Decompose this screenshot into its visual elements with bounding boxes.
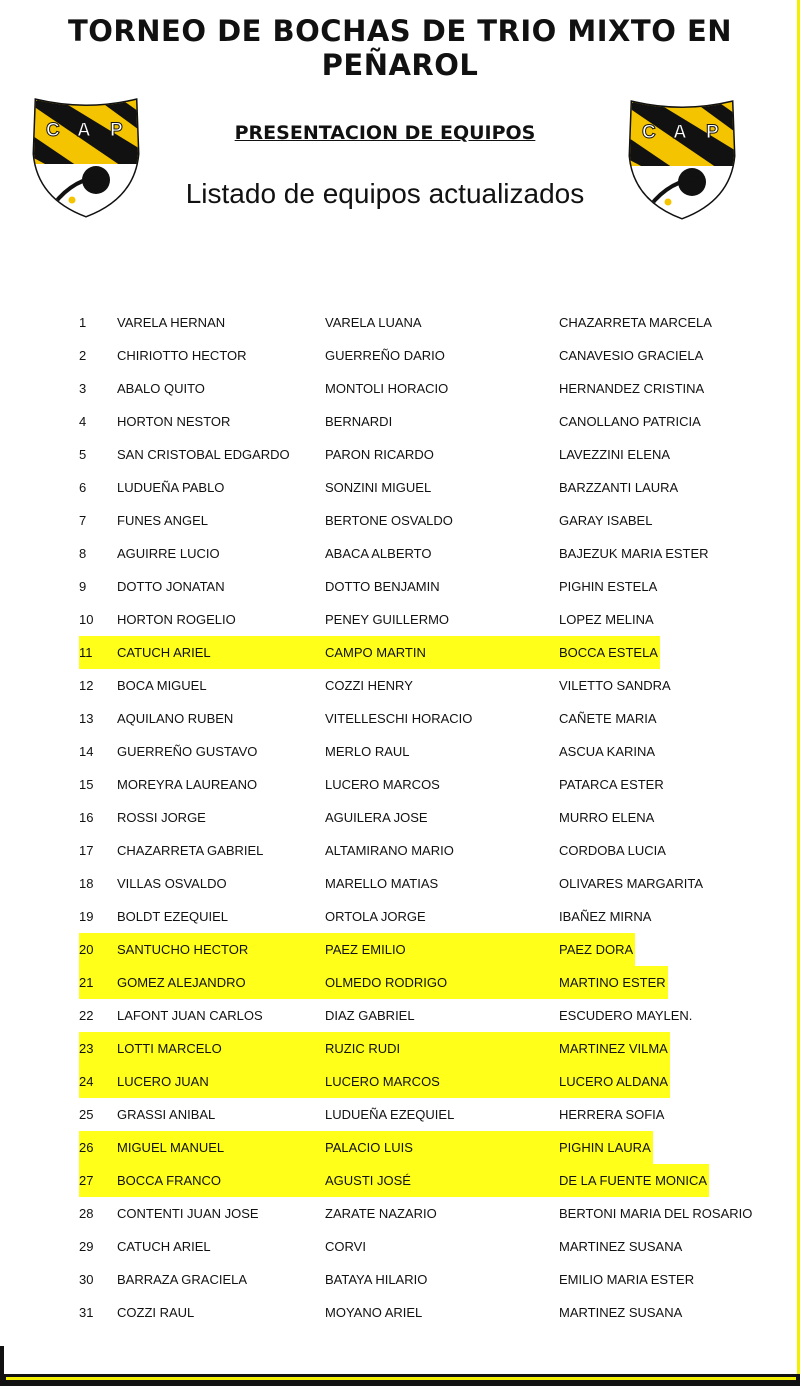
player-2: MONTOLI HORACIO — [325, 381, 449, 396]
team-row — [0, 603, 800, 636]
team-number: 7 — [79, 513, 87, 528]
player-1: DOTTO JONATAN — [117, 579, 225, 594]
player-3: LUCERO ALDANA — [559, 1074, 669, 1089]
player-3: PIGHIN ESTELA — [559, 579, 658, 594]
logo-letter-c: C — [642, 122, 656, 143]
player-2: MOYANO ARIEL — [325, 1305, 423, 1320]
player-1: VILLAS OSVALDO — [117, 876, 227, 891]
team-row — [0, 1131, 800, 1164]
team-number: 10 — [79, 612, 94, 627]
player-3: PIGHIN LAURA — [559, 1140, 651, 1155]
player-2: PAEZ EMILIO — [325, 942, 406, 957]
player-3: CORDOBA LUCIA — [559, 843, 666, 858]
team-row — [0, 1263, 800, 1296]
team-row — [0, 1164, 800, 1197]
team-number: 2 — [79, 348, 87, 363]
team-number: 15 — [79, 777, 94, 792]
team-row — [0, 339, 800, 372]
team-number: 29 — [79, 1239, 94, 1254]
frame-bottom-accent — [6, 1377, 796, 1380]
team-number: 11 — [79, 645, 93, 660]
player-3: IBAÑEZ MIRNA — [559, 909, 652, 924]
player-3: MARTINEZ SUSANA — [559, 1305, 683, 1320]
player-3: MARTINEZ SUSANA — [559, 1239, 683, 1254]
player-2: LUCERO MARCOS — [325, 1074, 440, 1089]
team-number: 21 — [79, 975, 94, 990]
team-number: 23 — [79, 1041, 94, 1056]
team-row — [0, 471, 800, 504]
player-2: CORVI — [325, 1239, 366, 1254]
club-shield-logo-right — [626, 96, 738, 222]
player-2: BERTONE OSVALDO — [325, 513, 453, 528]
player-2: BATAYA HILARIO — [325, 1272, 428, 1287]
team-row — [0, 372, 800, 405]
team-number: 9 — [79, 579, 87, 594]
team-number: 13 — [79, 711, 94, 726]
team-number: 22 — [79, 1008, 94, 1023]
team-row — [0, 1032, 800, 1065]
team-row — [0, 405, 800, 438]
player-1: GOMEZ ALEJANDRO — [117, 975, 246, 990]
player-3: MARTINO ESTER — [559, 975, 666, 990]
player-3: MARTINEZ VILMA — [559, 1041, 668, 1056]
frame-left-corner — [0, 1346, 4, 1386]
logo-letter-c: C — [46, 120, 60, 141]
team-row — [0, 636, 800, 669]
player-2: GUERREÑO DARIO — [325, 348, 445, 363]
player-1: FUNES ANGEL — [117, 513, 209, 528]
player-1: CATUCH ARIEL — [117, 1239, 211, 1254]
logo-letter-p: P — [110, 120, 123, 141]
team-number: 4 — [79, 414, 87, 429]
player-3: PATARCA ESTER — [559, 777, 664, 792]
player-3: BAJEZUK MARIA ESTER — [559, 546, 709, 561]
player-2: ALTAMIRANO MARIO — [325, 843, 454, 858]
team-number: 5 — [79, 447, 87, 462]
team-row — [0, 966, 800, 999]
team-number: 14 — [79, 744, 94, 759]
player-1: GUERREÑO GUSTAVO — [117, 744, 258, 759]
player-3: ESCUDERO MAYLEN. — [559, 1008, 693, 1023]
player-3: HERRERA SOFIA — [559, 1107, 665, 1122]
player-3: PAEZ DORA — [559, 942, 634, 957]
player-3: ASCUA KARINA — [559, 744, 656, 759]
player-1: VARELA HERNAN — [117, 315, 226, 330]
team-row — [0, 504, 800, 537]
team-number: 28 — [79, 1206, 94, 1221]
logo-letter-a: A — [77, 120, 91, 141]
player-1: GRASSI ANIBAL — [117, 1107, 216, 1122]
player-1: CATUCH ARIEL — [117, 645, 211, 660]
player-3: VILETTO SANDRA — [559, 678, 671, 693]
logo-letter-p: P — [706, 122, 719, 143]
player-1: LUDUEÑA PABLO — [117, 480, 225, 495]
club-shield-logo-left — [30, 94, 142, 220]
player-3: MURRO ELENA — [559, 810, 655, 825]
section-subtitle: PRESENTACION DE EQUIPOS — [234, 122, 536, 144]
player-1: BOCA MIGUEL — [117, 678, 207, 693]
player-3: OLIVARES MARGARITA — [559, 876, 703, 891]
team-row — [0, 306, 800, 339]
team-number: 30 — [79, 1272, 94, 1287]
team-row — [0, 438, 800, 471]
player-2: PALACIO LUIS — [325, 1140, 413, 1155]
player-3: BARZZANTI LAURA — [559, 480, 679, 495]
frame-bottom-border — [0, 1374, 800, 1386]
player-3: CANOLLANO PATRICIA — [559, 414, 701, 429]
player-2: MERLO RAUL — [325, 744, 410, 759]
team-row — [0, 933, 800, 966]
player-2: COZZI HENRY — [325, 678, 413, 693]
player-1: AGUIRRE LUCIO — [117, 546, 220, 561]
player-2: CAMPO MARTIN — [325, 645, 426, 660]
team-number: 3 — [79, 381, 87, 396]
player-2: LUCERO MARCOS — [325, 777, 440, 792]
player-1: BOCCA FRANCO — [117, 1173, 222, 1188]
player-2: ZARATE NAZARIO — [325, 1206, 437, 1221]
player-1: AQUILANO RUBEN — [117, 711, 234, 726]
team-row — [0, 1065, 800, 1098]
team-number: 6 — [79, 480, 87, 495]
player-1: CHIRIOTTO HECTOR — [117, 348, 247, 363]
player-1: SAN CRISTOBAL EDGARDO — [117, 447, 290, 462]
player-1: BARRAZA GRACIELA — [117, 1272, 248, 1287]
team-row — [0, 768, 800, 801]
team-row — [0, 867, 800, 900]
player-2: AGUILERA JOSE — [325, 810, 428, 825]
player-2: MARELLO MATIAS — [325, 876, 439, 891]
team-number: 18 — [79, 876, 94, 891]
player-3: LOPEZ MELINA — [559, 612, 654, 627]
player-1: MOREYRA LAUREANO — [117, 777, 258, 792]
page-title: TORNEO DE BOCHAS DE TRIO MIXTO EN PEÑAROL — [67, 14, 733, 82]
player-2: ABACA ALBERTO — [325, 546, 432, 561]
team-row — [0, 570, 800, 603]
player-2: PENEY GUILLERMO — [325, 612, 450, 627]
player-3: EMILIO MARIA ESTER — [559, 1272, 695, 1287]
team-row — [0, 669, 800, 702]
player-1: LOTTI MARCELO — [117, 1041, 222, 1056]
player-3: BERTONI MARIA DEL ROSARIO — [559, 1206, 753, 1221]
player-3: LAVEZZINI ELENA — [559, 447, 671, 462]
player-1: ROSSI JORGE — [117, 810, 206, 825]
player-3: HERNANDEZ CRISTINA — [559, 381, 705, 396]
team-row — [0, 735, 800, 768]
player-3: BOCCA ESTELA — [559, 645, 658, 660]
team-row — [0, 537, 800, 570]
player-2: LUDUEÑA EZEQUIEL — [325, 1107, 455, 1122]
player-2: AGUSTI JOSÉ — [325, 1173, 411, 1188]
player-3: CANAVESIO GRACIELA — [559, 348, 704, 363]
player-2: OLMEDO RODRIGO — [325, 975, 448, 990]
player-1: MIGUEL MANUEL — [117, 1140, 225, 1155]
team-row — [0, 702, 800, 735]
team-row — [0, 999, 800, 1032]
team-number: 24 — [79, 1074, 94, 1089]
player-2: SONZINI MIGUEL — [325, 480, 432, 495]
team-number: 8 — [79, 546, 87, 561]
team-row — [0, 1230, 800, 1263]
team-number: 31 — [79, 1305, 94, 1320]
player-3: CAÑETE MARIA — [559, 711, 657, 726]
player-3: DE LA FUENTE MONICA — [559, 1173, 708, 1188]
player-2: PARON RICARDO — [325, 447, 434, 462]
player-2: ORTOLA JORGE — [325, 909, 426, 924]
team-number: 20 — [79, 942, 94, 957]
team-row — [0, 1296, 800, 1329]
team-row — [0, 900, 800, 933]
player-1: HORTON ROGELIO — [117, 612, 236, 627]
team-number: 17 — [79, 843, 94, 858]
team-number: 12 — [79, 678, 94, 693]
player-2: DOTTO BENJAMIN — [325, 579, 440, 594]
team-number: 16 — [79, 810, 94, 825]
team-number: 25 — [79, 1107, 94, 1122]
player-1: CHAZARRETA GABRIEL — [117, 843, 264, 858]
player-2: VITELLESCHI HORACIO — [325, 711, 473, 726]
player-2: RUZIC RUDI — [325, 1041, 401, 1056]
player-3: CHAZARRETA MARCELA — [559, 315, 712, 330]
team-row — [0, 1197, 800, 1230]
player-1: COZZI RAUL — [117, 1305, 195, 1320]
player-1: ABALO QUITO — [117, 381, 205, 396]
list-caption: Listado de equipos actualizados — [185, 178, 585, 209]
player-2: BERNARDI — [325, 414, 393, 429]
player-3: GARAY ISABEL — [559, 513, 653, 528]
player-2: DIAZ GABRIEL — [325, 1008, 415, 1023]
player-2: VARELA LUANA — [325, 315, 422, 330]
player-1: BOLDT EZEQUIEL — [117, 909, 229, 924]
team-row — [0, 1098, 800, 1131]
player-1: LAFONT JUAN CARLOS — [117, 1008, 263, 1023]
team-number: 19 — [79, 909, 94, 924]
team-number: 27 — [79, 1173, 94, 1188]
player-1: SANTUCHO HECTOR — [117, 942, 249, 957]
team-row — [0, 834, 800, 867]
logo-letter-a: A — [673, 122, 687, 143]
player-1: CONTENTI JUAN JOSE — [117, 1206, 259, 1221]
team-row — [0, 801, 800, 834]
player-1: HORTON NESTOR — [117, 414, 231, 429]
team-number: 1 — [79, 315, 87, 330]
player-1: LUCERO JUAN — [117, 1074, 209, 1089]
team-number: 26 — [79, 1140, 94, 1155]
